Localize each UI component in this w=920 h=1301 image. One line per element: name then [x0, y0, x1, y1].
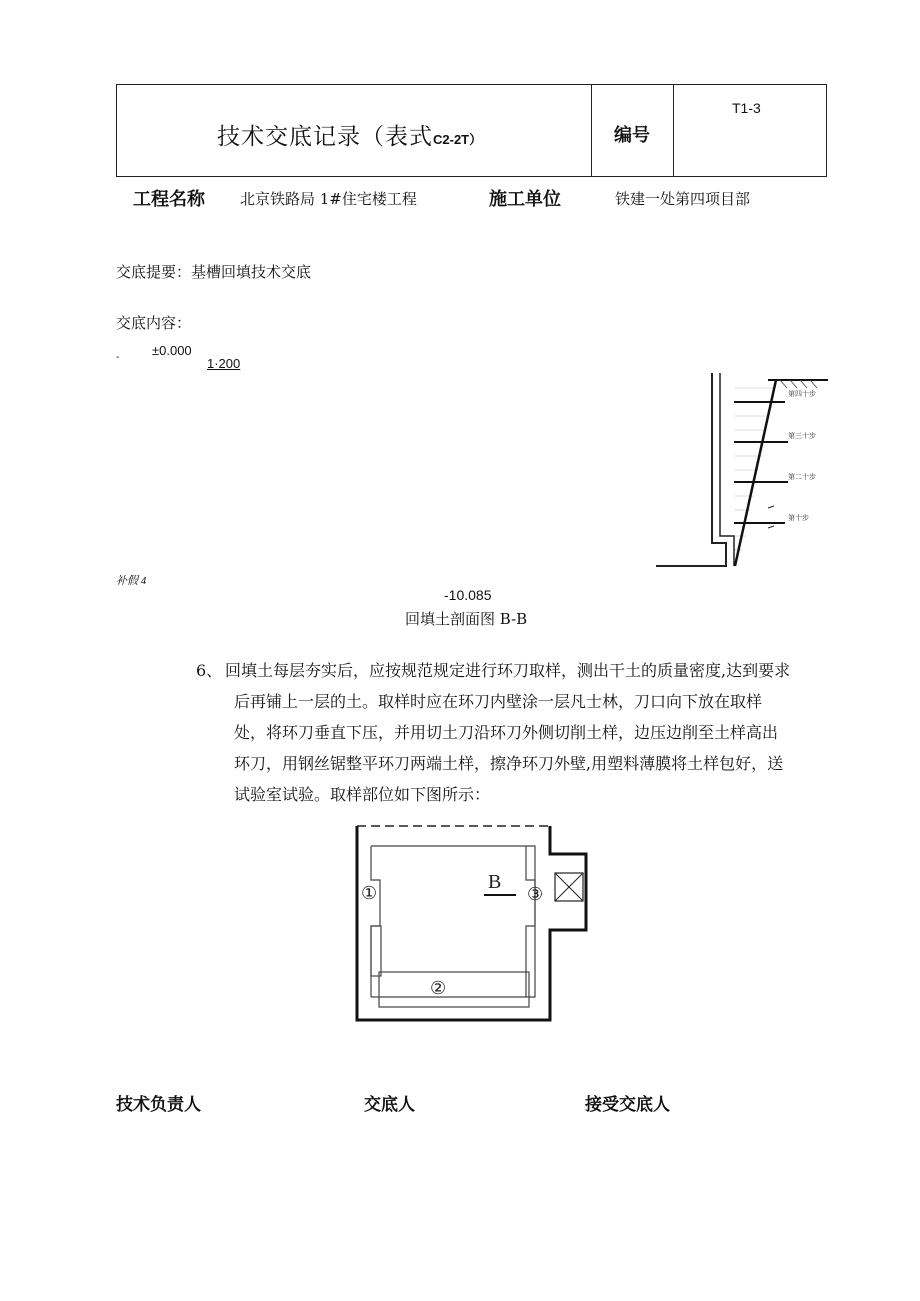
sample-point-2: ② [430, 978, 447, 999]
sampling-plan-drawing [350, 822, 590, 1026]
paragraph-line-2: 后再铺上一层的土。取样时应在环刀内壁涂一层凡士林，刀口向下放在取样 [234, 692, 763, 711]
number-label: 编号 [614, 125, 650, 146]
construction-unit-label: 施工单位 [489, 189, 561, 210]
ground-hatch [780, 380, 817, 388]
disclosure-content-label: 交底内容： [116, 314, 192, 332]
title-text: 技术交底记录（表式 [217, 124, 433, 150]
paragraph-line-3: 处，将环刀垂直下压，并用切土刀沿环刀外侧切削土样，边压边削至土样高出 [234, 723, 779, 742]
document-title [217, 118, 482, 151]
slope-line [735, 380, 776, 566]
section-caption [405, 608, 527, 629]
section-b-label: B [488, 871, 502, 893]
elevation-bottom: -10.085 [444, 587, 492, 603]
step-label-20: 第二十步 [788, 473, 816, 481]
paragraph-line-1: 回填土每层夯实后，应按规范规定进行环刀取样，测出干土的质量密度,达到要求 [225, 661, 791, 680]
paragraph-line-4: 环刀，用钢丝锯整平环刀两端土样，擦净环刀外壁,用塑料薄膜将土样包好，送 [234, 754, 784, 773]
elevation-top: ±0.000 [152, 343, 192, 358]
step-label-40: 第四十步 [788, 390, 816, 398]
sample-point-1: ① [361, 883, 378, 904]
wall-ticks [768, 506, 774, 528]
paragraph-number: 6、 [196, 661, 223, 680]
section-drawing [650, 368, 830, 573]
scale-label: 1·200 [207, 356, 241, 371]
section-dash: - [116, 352, 120, 363]
sample-point-3: ③ [527, 884, 544, 905]
basement-wall [656, 373, 726, 566]
header-table [116, 84, 827, 177]
number-value-cell [673, 85, 826, 176]
section-caption-text: 回填土剖面图 B-B [405, 610, 528, 628]
project-name-value: 北京铁路局 1#住宅楼工程 [240, 190, 417, 208]
disclosure-summary: 交底提要：基槽回填技术交底 [116, 263, 312, 281]
signature-receiver: 接受交底人 [585, 1095, 670, 1115]
signature-discloser: 交底人 [364, 1095, 415, 1115]
outer-wall [357, 826, 586, 1020]
title-cell [117, 85, 592, 176]
signature-tech-lead: 技术负责人 [116, 1095, 201, 1115]
number-label-cell [591, 85, 674, 176]
construction-unit-value: 铁建一处第四项目部 [615, 190, 751, 208]
project-name-label: 工程名称 [133, 189, 205, 210]
inner-outline-top [371, 846, 535, 997]
inner-step-left [371, 926, 381, 976]
inner-outline-right [526, 846, 535, 997]
paragraph-line-5: 试验室试验。取样部位如下图所示： [234, 785, 491, 804]
step-label-10: 第十步 [788, 514, 809, 522]
step-lines [734, 402, 788, 523]
side-note: 补假 4 [116, 575, 147, 587]
inner-bottom-recess [379, 972, 529, 1007]
title-code: C2-2T） [433, 132, 483, 147]
number-value: T1-3 [732, 100, 761, 116]
step-label-30: 第三十步 [788, 432, 816, 440]
wall-inner-line [720, 373, 734, 566]
